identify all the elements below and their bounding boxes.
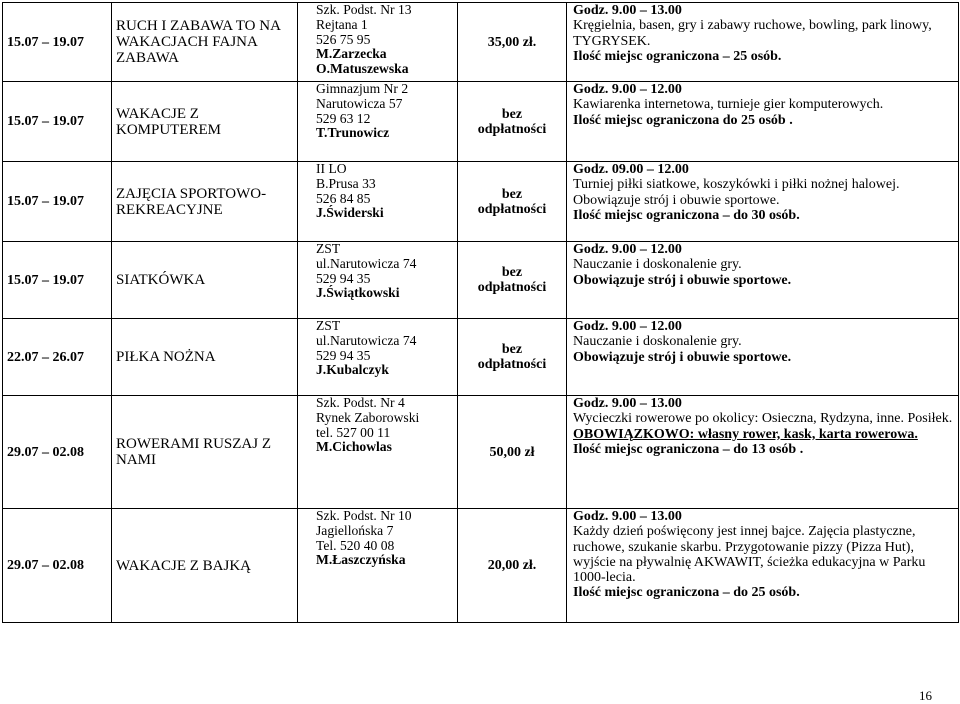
schedule-table [2, 2, 959, 623]
hours: Godz. 9.00 – 13.00 [573, 396, 682, 411]
price-line: odpłatności [477, 280, 547, 295]
org-line: Narutowicza 57 [316, 95, 403, 111]
dates-cell: 15.07 – 19.07 [3, 242, 112, 319]
org-line: Szk. Podst. Nr 10 [316, 508, 412, 523]
org-line: tel. 527 00 11 [316, 424, 391, 440]
capacity-limit: Ilość miejsc ograniczona – do 13 osób . [573, 441, 804, 457]
organizer-cell [298, 162, 458, 242]
table-row [3, 509, 959, 623]
price-cell: 35,00 zł. [458, 3, 567, 82]
table-row [3, 3, 959, 82]
organizer-cell [298, 3, 458, 82]
dates-cell: 29.07 – 02.08 [3, 396, 112, 509]
org-line: ul.Narutowicza 74 [316, 332, 417, 348]
organizer-cell [298, 509, 458, 623]
price-line: bez [501, 342, 523, 357]
activity-title: RUCH I ZABAWA TO NA WAKACJACH FAJNA ZABAWA [112, 3, 298, 82]
hours: Godz. 9.00 – 13.00 [573, 509, 682, 524]
org-line: 526 75 95 [316, 31, 371, 47]
description-cell [567, 162, 959, 242]
required-equipment-note: OBOWIĄZKOWO: własny rower, kask, karta rowerowa. [573, 426, 918, 442]
org-contact: M.Zarzecka [316, 46, 387, 62]
dress-code-note: Obowiązuje strój i obuwie sportowe. [573, 272, 792, 288]
dress-code-note: Obowiązuje strój i obuwie sportowe. [573, 192, 780, 208]
org-contact: O.Matuszewska [316, 61, 409, 77]
description-cell [567, 396, 959, 509]
org-line: Gimnazjum Nr 2 [316, 81, 409, 96]
description-cell [567, 242, 959, 319]
activity-title: WAKACJE Z KOMPUTEREM [112, 82, 298, 162]
org-contact: J.Kubalczyk [316, 362, 389, 378]
price-cell: 50,00 zł [458, 396, 567, 509]
table-row [3, 162, 959, 242]
price-line: bez [501, 106, 523, 122]
hours: Godz. 9.00 – 13.00 [573, 3, 682, 18]
org-contact: M.Łaszczyńska [316, 552, 406, 568]
org-contact: M.Cichowlas [316, 439, 392, 455]
price-line: odpłatności [477, 357, 547, 372]
org-line: B.Prusa 33 [316, 175, 376, 191]
dates-cell: 15.07 – 19.07 [3, 162, 112, 242]
hours: Godz. 9.00 – 12.00 [573, 319, 682, 334]
price-cell [458, 162, 567, 242]
org-line: Rejtana 1 [316, 16, 368, 32]
org-line: ul.Narutowicza 74 [316, 255, 417, 271]
description-cell [567, 509, 959, 623]
organizer-cell [298, 82, 458, 162]
description: Kręgielnia, basen, gry i zabawy ruchowe, bowling, park linowy, TYGRYSEK. [573, 18, 932, 49]
org-line: Jagiellońska 7 [316, 522, 394, 538]
org-line: 529 63 12 [316, 110, 371, 126]
price-line: bez [501, 186, 523, 202]
org-line: ZST [316, 241, 341, 256]
hours: Godz. 9.00 – 12.00 [573, 82, 682, 97]
description: Wycieczki rowerowe po okolicy: Osieczna, Rydzyna, inne. Posiłek. [573, 411, 953, 427]
org-contact: J.Świątkowski [316, 285, 400, 301]
org-line: Tel. 520 40 08 [316, 537, 395, 553]
activity-title: PIŁKA NOŻNA [112, 319, 298, 396]
dates-cell: 22.07 – 26.07 [3, 319, 112, 396]
dates-cell: 29.07 – 02.08 [3, 509, 112, 623]
capacity-limit: Ilość miejsc ograniczona do 25 osób . [573, 112, 793, 128]
description-cell [567, 319, 959, 396]
activity-title: ROWERAMI RUSZAJ Z NAMI [112, 396, 298, 509]
org-line: 526 84 85 [316, 190, 371, 206]
description: Nauczanie i doskonalenie gry. [573, 334, 742, 350]
org-line: Szk. Podst. Nr 13 [316, 2, 412, 17]
description: Nauczanie i doskonalenie gry. [573, 257, 742, 273]
hours: Godz. 09.00 – 12.00 [573, 162, 689, 177]
org-line: II LO [316, 161, 347, 176]
price-line: bez [501, 265, 523, 280]
organizer-cell [298, 319, 458, 396]
price-cell [458, 319, 567, 396]
price-line: odpłatności [477, 201, 547, 217]
capacity-limit: Ilość miejsc ograniczona – do 30 osób. [573, 207, 800, 223]
activity-title: ZAJĘCIA SPORTOWO-REKREACYJNE [112, 162, 298, 242]
dates-cell: 15.07 – 19.07 [3, 3, 112, 82]
description-cell [567, 3, 959, 82]
org-line: Szk. Podst. Nr 4 [316, 395, 405, 410]
org-contact: J.Świderski [316, 205, 384, 221]
org-line: 529 94 35 [316, 270, 371, 286]
description: Każdy dzień poświęcony jest innej bajce. Zajęcia plastyczne, ruchowe, szukanie skarbu. Przygotowanie pizzy (Pizza Hut), wyjście na pływalnię AKWAWIT, ścieżka edukacyjna w Parku 1000-lecia. [573, 524, 926, 586]
table-row [3, 82, 959, 162]
description: Kawiarenka internetowa, turnieje gier komputerowych. [573, 97, 884, 113]
table-row [3, 319, 959, 396]
hours: Godz. 9.00 – 12.00 [573, 242, 682, 257]
org-contact: T.Trunowicz [316, 125, 390, 141]
description-cell [567, 82, 959, 162]
dates-cell: 15.07 – 19.07 [3, 82, 112, 162]
organizer-cell [298, 242, 458, 319]
dress-code-note: Obowiązuje strój i obuwie sportowe. [573, 349, 792, 365]
price-cell: 20,00 zł. [458, 509, 567, 623]
price-line: odpłatności [477, 121, 547, 137]
capacity-limit: Ilość miejsc ograniczona – do 25 osób. [573, 585, 800, 601]
org-line: Rynek Zaborowski [316, 409, 420, 425]
org-line: ZST [316, 318, 341, 333]
price-cell [458, 82, 567, 162]
price-cell [458, 242, 567, 319]
table-row [3, 242, 959, 319]
table-row [3, 396, 959, 509]
org-line: 529 94 35 [316, 347, 371, 363]
page-number: 16 [919, 688, 932, 703]
capacity-limit: Ilość miejsc ograniczona – 25 osób. [573, 48, 782, 64]
activity-title: WAKACJE Z BAJKĄ [112, 509, 298, 623]
description: Turniej piłki siatkowe, koszykówki i piłki nożnej halowej. [573, 177, 900, 193]
organizer-cell [298, 396, 458, 509]
activity-title: SIATKÓWKA [112, 242, 298, 319]
